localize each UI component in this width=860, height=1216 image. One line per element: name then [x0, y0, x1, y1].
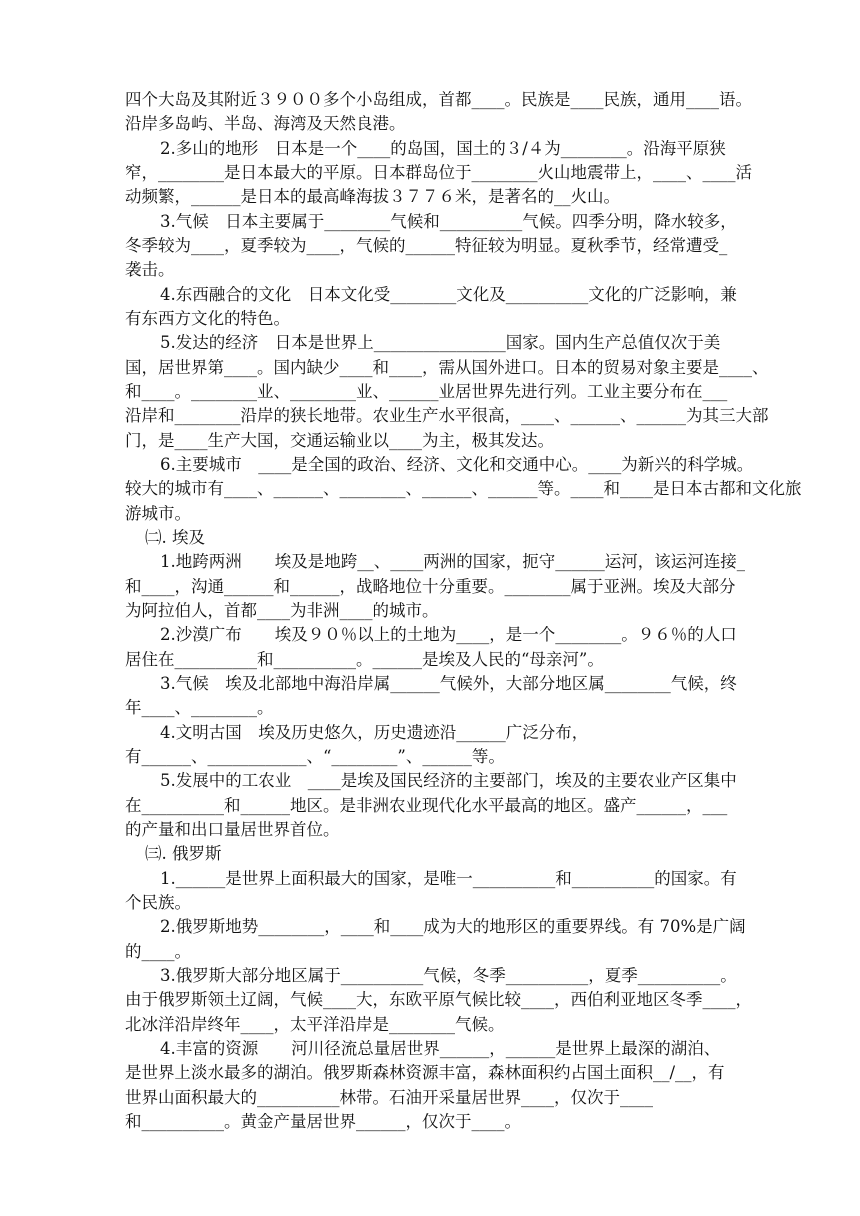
- text-line: 5.发展中的工农业 ____是埃及国民经济的主要部门，埃及的主要农业产区集中: [160, 771, 737, 790]
- text-line: 在__________和______地区。是非洲农业现代化水平最高的地区。盛产______，___: [125, 796, 728, 815]
- text-line: 的产量和出口量居世界首位。: [125, 820, 340, 839]
- text-line: 袭击。: [125, 260, 175, 279]
- text-line: ㈡. 埃及: [145, 528, 205, 547]
- text-line: 2.多山的地形 日本是一个____的岛国，国土的３/４为________。沿海平原狭: [160, 139, 726, 158]
- text-line: 有______、____________、“________”、______等。: [125, 747, 505, 766]
- text-line: 2.俄罗斯地势________，____和____成为大的地形区的重要界线。有 70%是广阔: [160, 917, 746, 936]
- text-line: 沿岸多岛屿、半岛、海湾及天然良港。: [125, 114, 406, 133]
- text-line: 是世界上淡水最多的湖泊。俄罗斯森林资源丰富，森林面积约占国土面积__/__，有: [125, 1063, 725, 1082]
- text-line: 居住在__________和__________。______是埃及人民的“母亲河”。: [125, 650, 604, 669]
- text-line: 有东西方文化的特色。: [125, 309, 290, 328]
- text-line: 3.俄罗斯大部分地区属于__________气候，冬季__________，夏季__________。: [160, 966, 737, 985]
- text-line: ㈢. 俄罗斯: [145, 844, 222, 863]
- text-line: 4.文明古国 埃及历史悠久，历史遗迹沿______广泛分布，: [160, 723, 589, 742]
- text-line: 门，是____生产大国，交通运输业以____为主，极其发达。: [125, 431, 554, 450]
- text-line: 和____，沟通______和______，战略地位十分重要。________属于亚洲。埃及大部分: [125, 577, 736, 596]
- text-line: 2.沙漠广布 埃及９０％以上的土地为____，是一个________。９６％的人口: [160, 625, 737, 644]
- text-line: 较大的城市有____、______、________、______、______等。____和____是日本古都和文化旅: [125, 479, 802, 498]
- text-line: 沿岸和________沿岸的狭长地带。农业生产水平很高，____、______、______为其三大部: [125, 406, 769, 425]
- text-line: 3.气候 日本主要属于________气候和__________气候。四季分明，降水较多，: [160, 212, 737, 231]
- text-line: 动频繁，______是日本的最高峰海拔３７７６米，是著名的__火山。: [125, 187, 620, 206]
- text-line: 游城市。: [125, 504, 191, 523]
- text-line: 5.发达的经济 日本是世界上________________国家。国内生产总值仅次于美: [160, 333, 721, 352]
- text-line: 4.丰富的资源 河川径流总量居世界______，______是世界上最深的湖泊、: [160, 1039, 721, 1058]
- text-line: 冬季较为____，夏季较为____，气候的______特征较为明显。夏秋季节，经常遭受_: [125, 236, 728, 255]
- text-line: 为阿拉伯人，首都____为非洲____的城市。: [125, 601, 439, 620]
- text-line: 和____。________业、________业、______业居世界先进行列。工业主要分布在___: [125, 382, 728, 401]
- text-line: 四个大岛及其附近３９００多个小岛组成，首都____。民族是____民族，通用____语。: [125, 90, 752, 109]
- text-line: 由于俄罗斯领土辽阔，气候____大，东欧平原气候比较____，西伯利亚地区冬季____，: [125, 990, 752, 1009]
- text-line: 年____、________。: [125, 698, 274, 717]
- text-line: 和__________。黄金产量居世界______，仅次于____。: [125, 1112, 521, 1131]
- text-line: 个民族。: [125, 893, 191, 912]
- text-line: 1.地跨两洲 埃及是地跨__、____两洲的国家，扼守______运河，该运河连接_: [160, 552, 745, 571]
- text-line: 窄，________是日本最大的平原。日本群岛位于________火山地震带上，____、____活: [125, 163, 752, 182]
- text-line: 4.东西融合的文化 日本文化受________文化及__________文化的广泛影响，兼: [160, 285, 737, 304]
- text-line: 的____。: [125, 942, 191, 961]
- text-line: 1.______是世界上面积最大的国家，是唯一__________和__________的国家。有: [160, 869, 737, 888]
- text-line: 3.气候 埃及北部地中海沿岸属______气候外，大部分地区属________气候，终: [160, 674, 737, 693]
- text-line: 国，居世界第____。国内缺少____和____，需从国外进口。日本的贸易对象主要是____、: [125, 358, 769, 377]
- text-line: 北冰洋沿岸终年____，太平洋沿岸是________气候。: [125, 1015, 505, 1034]
- text-line: 6.主要城市 ____是全国的政治、经济、文化和交通中心。____为新兴的科学城。: [160, 455, 754, 474]
- text-line: 世界山面积最大的__________林带。石油开采量居世界____，仅次于____: [125, 1088, 653, 1107]
